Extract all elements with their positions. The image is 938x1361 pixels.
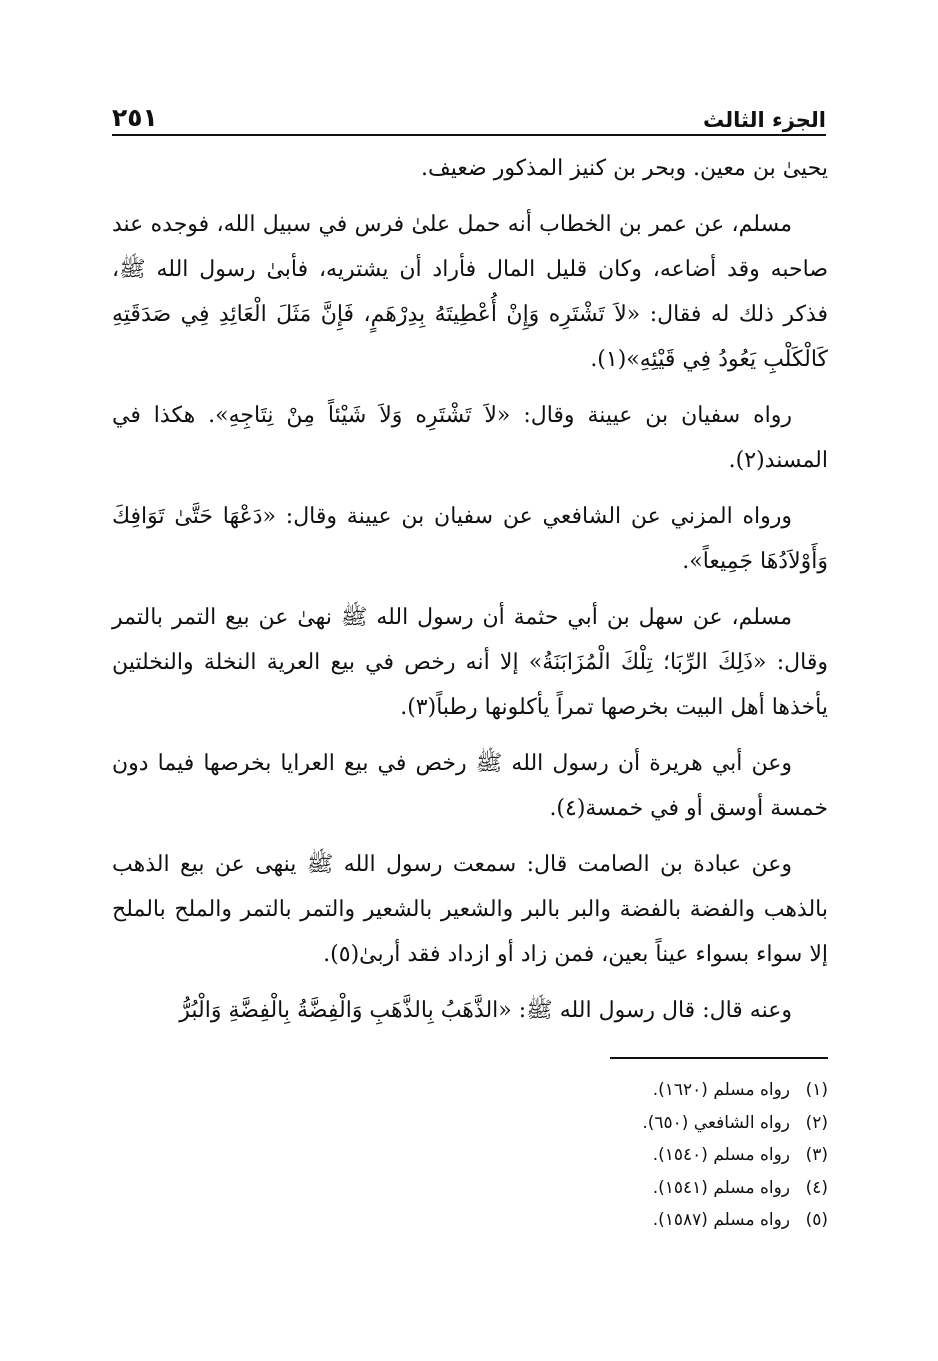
paragraph: يحيىٰ بن معين. وبحر بن كنيز المذكور ضعيف.	[421, 156, 828, 181]
paragraph: وعن أبي هريرة أن رسول الله ﷺ رخص في بيع العرايا بخرصها فيما دون خمسة أوسق أو في خمسة(٤).	[112, 751, 828, 821]
paragraph: رواه سفيان بن عيينة وقال: «لاَ تَشْتَرِه وَلاَ شَيْئاً مِنْ نِتَاجِهِ». هكذا في المسند(٢).	[112, 403, 828, 473]
footnotes-list	[328, 1074, 828, 1237]
footnote	[328, 1204, 828, 1237]
footnote-number: (٣)	[805, 1145, 828, 1165]
paragraph: مسلم، عن عمر بن الخطاب أنه حمل علىٰ فرس في سبيل الله، فوجده عند صاحبه وقد أضاعه، وكان قليل المال فأراد أن يشتريه، فأبىٰ رسول الله ﷺ، فذكر ذلك له فقال: «لاَ تَشْتَرِه وَإِنْ أُعْطِيتَهُ بِدِرْهَمٍ، فَإِنَّ مَثَلَ الْعَائِدِ فِي صَدَقَتِهِ كَالْكَلْبِ يَعُودُ فِي قَيْئِهِ»(١).	[112, 212, 828, 372]
running-title: الجزء الثالث	[703, 108, 826, 132]
header-rule	[112, 134, 826, 136]
footnote-text: رواه مسلم (١٦٢٠).	[652, 1080, 790, 1100]
paragraph: وعن عبادة بن الصامت قال: سمعت رسول الله ﷺ ينهى عن بيع الذهب بالذهب والفضة بالفضة والبر بالبر والشعير بالشعير والتمر بالتمر والملح بالملح إلا سواء بسواء عيناً بعين، فمن زاد أو ازداد فقد أربىٰ(٥).	[112, 852, 828, 967]
footnote-text: رواه مسلم (١٥٤٠).	[652, 1145, 790, 1165]
footnote-separator	[610, 1057, 828, 1059]
footnote-number: (٤)	[805, 1177, 828, 1198]
main-text	[112, 146, 828, 1044]
paragraph: مسلم، عن سهل بن أبي حثمة أن رسول الله ﷺ نهىٰ عن بيع التمر بالتمر وقال: «ذَلِكَ الرِّبَا؛ تِلْكَ الْمُزَابَنَةُ» إلا أنه رخص في بيع العرية النخلة والنخلتين يأخذها أهل البيت بخرصها تمراً يأكلونها رطباً(٣).	[112, 605, 828, 720]
footnote	[328, 1172, 828, 1205]
footnote	[328, 1107, 828, 1140]
footnote-number: (١)	[805, 1080, 828, 1100]
footnote-number: (٥)	[805, 1210, 828, 1230]
page-header	[112, 88, 826, 132]
page-number: ٢٥١	[112, 103, 158, 132]
footnote-text: رواه الشافعي (٦٥٠).	[642, 1112, 790, 1133]
footnote-text: رواه مسلم (١٥٤١).	[652, 1177, 790, 1198]
paragraph: وعنه قال: قال رسول الله ﷺ: «الذَّهَبُ بِالذَّهَبِ وَالْفِضَّةُ بِالْفِضَّةِ وَالْبُرُّ	[179, 998, 792, 1023]
footnote-text: رواه مسلم (١٥٨٧).	[652, 1210, 790, 1230]
footnote	[328, 1139, 828, 1172]
footnote	[328, 1074, 828, 1107]
footnote-number: (٢)	[805, 1112, 828, 1133]
paragraph: ورواه المزني عن الشافعي عن سفيان بن عيينة وقال: «دَعْهَا حَتَّىٰ تَوَافِكَ وَأَوْلاَدُهَا جَمِيعاً».	[112, 504, 828, 574]
